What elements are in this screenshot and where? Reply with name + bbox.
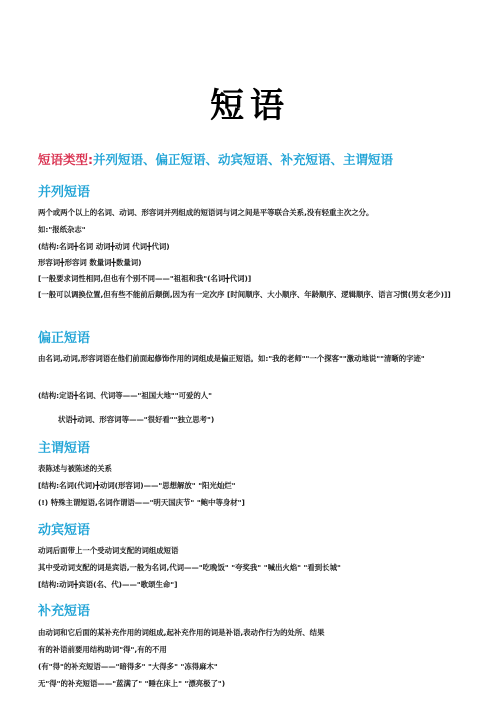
phrase-types-line <box>38 150 393 168</box>
modifier-line-1: 由名词,动词,形容词语在他们前面起修饰作用的词组成是偏正短语。如:"我的老师""一个探客""激动地说""清晰的字迹" <box>38 354 425 363</box>
verb-object-line-1: 动词后面带上一个受动词支配的词组成短语 <box>38 546 179 555</box>
verb-object-line-3: [结构:动词╋宾语(名、代)——"歌颂生命"] <box>38 580 178 589</box>
subject-predicate-line-3: (!) 特殊主谓短语,名词作谓语——"明天国庆节" "鲍中等身材"] <box>38 498 245 507</box>
modifier-line-2: (结构:定语╋名词、代词等——"祖国大地""可爱的人" <box>38 391 212 400</box>
phrase-types-list: 并列短语、偏正短语、动宾短语、补充短语、主谓短语 <box>93 152 394 167</box>
section-heading-subject-predicate: 主谓短语 <box>38 441 91 456</box>
complement-line-4: 无"得"的补充短语——"蓝满了" "睡在床上" "漂亮极了") <box>38 679 226 688</box>
coordinate-line-1: 两个或两个以上的名词、动词、形容词并列组成的短语词与词之间是平等联合关系,没有轻重主次之分。 <box>38 208 374 217</box>
page-title: 短语 <box>210 86 290 126</box>
coordinate-line-6: [一般可以调换位置,但有些不能前后颠倒,因为有一定次序 [时间顺序、大小顺序、年龄顺序、逻辑顺序、语言习惯(男女老少)]] <box>38 290 451 299</box>
coordinate-line-5: [一般要求词性相同,但也有个别不同——"祖祖和我"(名词╋代词)] <box>38 274 252 283</box>
subject-predicate-line-2: [结构:名词(代词)╋动词(形容词)——"思想解放" "阳光灿烂" <box>38 481 236 490</box>
complement-line-1: 由动词和它后面的某补充作用的词组成,起补充作用的词是补语,表动作行为的处所、结果 <box>38 628 325 637</box>
phrase-types-label: 短语类型: <box>38 152 93 167</box>
verb-object-line-2: 其中受动词支配的词是宾语,一般为名词,代词——"吃晚饭" "夸奖我" "喊出火焰" "看到长城" <box>38 563 341 572</box>
complement-line-3: (有"得"的补充短语——"暗得多" "大得多" "冻得麻木" <box>38 662 218 671</box>
coordinate-line-4: 形容词╋形容词 数量词╋数量词) <box>38 258 142 267</box>
section-heading-verb-object: 动宾短语 <box>38 523 91 538</box>
coordinate-line-2: 如:"报纸杂志" <box>38 225 86 234</box>
modifier-line-3: 状语╋动词、形容词等——"很好看""独立思考") <box>58 415 215 424</box>
coordinate-line-3: (结构:名词╋名词 动词╋动词 代词╋代词) <box>38 242 170 251</box>
subject-predicate-line-1: 表陈述与被陈述的关系 <box>38 464 112 473</box>
section-heading-complement: 补充短语 <box>38 604 91 619</box>
section-heading-modifier: 偏正短语 <box>38 331 91 346</box>
section-heading-coordinate: 并列短语 <box>38 185 91 200</box>
complement-line-2: 有的补语前要用结构助词"得",有的不用 <box>38 645 167 654</box>
